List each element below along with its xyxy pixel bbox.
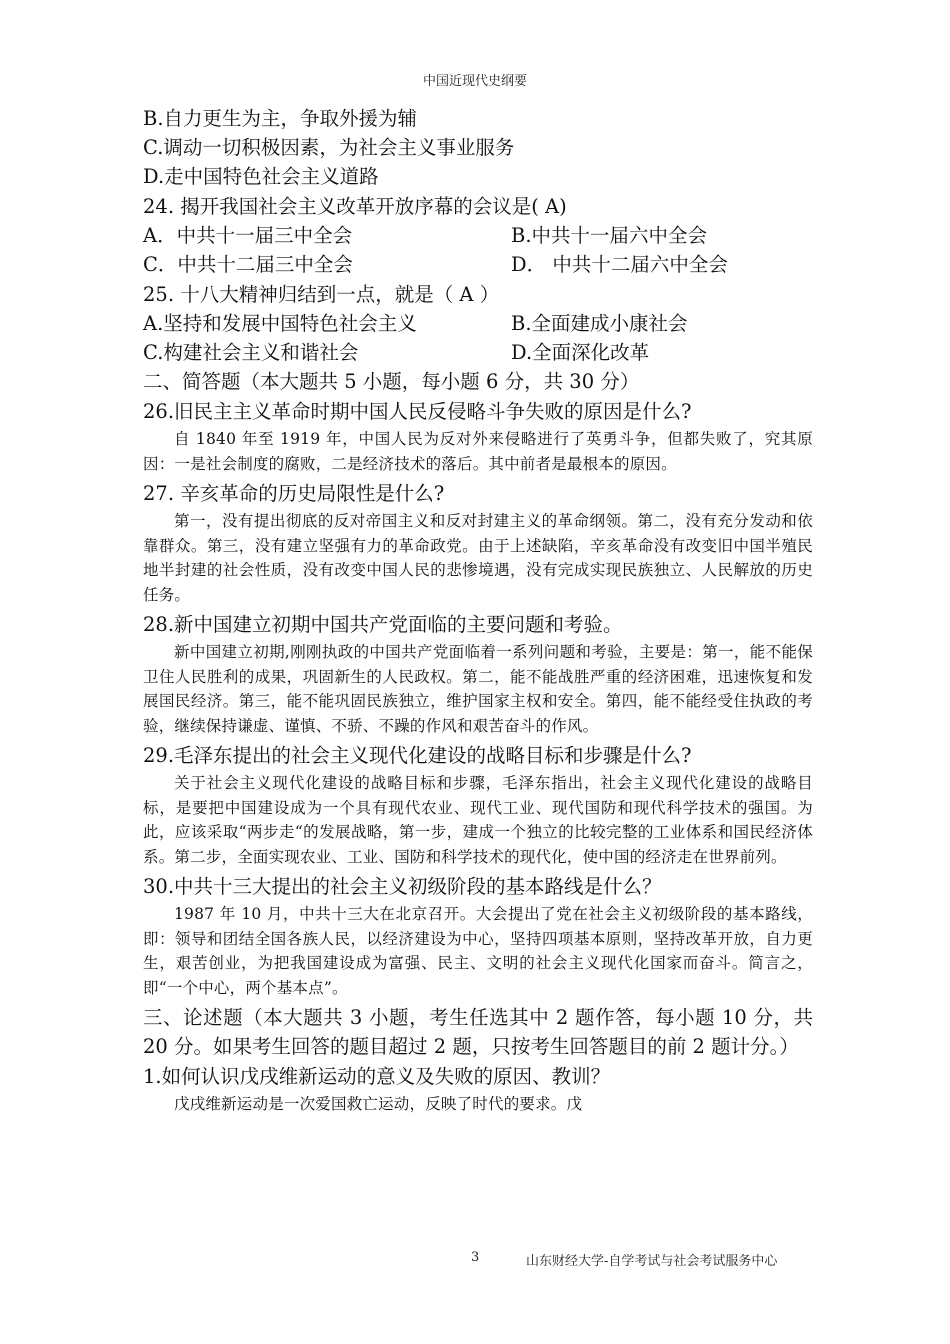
q29-answer: 关于社会主义现代化建设的战略目标和步骤，毛泽东指出，社会主义现代化建设的战略目标，是要把中国建设成为一个具有现代农业、现代工业、现代国防和现代科学技术的强国。为此，应该采取“两步走“的发展战略，第一步，建成一个独立的比较完整的工业体系和国民经济体系。第二步，全面实现农业、工业、国防和科学技术的现代化，使中国的经济走在世界前列。 — [143, 774, 813, 866]
q24-options-row-2 — [143, 250, 813, 279]
q30-answer: 1987 年 10 月，中共十三大在北京召开。大会提出了党在社会主义初级阶段的基本路线，即：领导和团结全国各族人民，以经济建设为中心，坚持四项基本原则，坚持改革开放，自力更生，艰苦创业，为把我国建设成为富强、民主、文明的社会主义现代化国家而奋斗。简言之，即“一个中心，两个基本点”。 — [143, 905, 813, 997]
q25-option-a: A.坚持和发展中国特色社会主义 — [143, 312, 417, 335]
q28-answer: 新中国建立初期,刚刚执政的中国共产党面临着一系列问题和考验，主要是：第一，能不能保卫住人民胜利的成果，巩固新生的人民政权。第二，能不能战胜严重的经济困难，迅速恢复和发展国民经济。第三，能不能巩固民族独立，维护国家主权和安全。第四，能不能经受住执政的考验，继续保持谦虚、谨慎、不骄、不躁的作风和艰苦奋斗的作风。 — [143, 643, 813, 735]
q25-options-row-1 — [143, 309, 813, 338]
essay-1-answer: 戊戌维新运动是一次爱国救亡运动，反映了时代的要求。戊 — [174, 1095, 583, 1113]
section-2-title: 二、简答题（本大题共 5 小题，每小题 6 分，共 30 分） — [143, 370, 640, 393]
q30-question: 30.中共十三大提出的社会主义初级阶段的基本路线是什么？ — [143, 875, 662, 898]
footer-organization: 山东财经大学-自学考试与社会考试服务中心 — [526, 1254, 778, 1269]
q24-option-a: A．中共十一届三中全会 — [143, 224, 353, 247]
q26-question: 26.旧民主主义革命时期中国人民反侵略斗争失败的原因是什么? — [143, 400, 692, 423]
q23-option-b: B.自力更生为主，争取外援为辅 — [143, 107, 418, 130]
q24-option-c: C．中共十二届三中全会 — [143, 253, 353, 276]
q28-question: 28.新中国建立初期中国共产党面临的主要问题和考验。 — [143, 613, 623, 636]
q27-question: 27. 辛亥革命的历史局限性是什么? — [143, 482, 445, 505]
q25-question: 25. 十八大精神归结到一点，就是（ A ） — [143, 283, 500, 306]
q25-option-c: C.构建社会主义和谐社会 — [143, 341, 359, 364]
q23-option-d: D.走中国特色社会主义道路 — [143, 165, 379, 188]
q24-option-d: D． 中共十二届六中全会 — [511, 253, 728, 276]
q27-answer: 第一，没有提出彻底的反对帝国主义和反对封建主义的革命纲领。第二，没有充分发动和依靠群众。第三，没有建立坚强有力的革命政党。由于上述缺陷，辛亥革命没有改变旧中国半殖民地半封建的社会性质，没有改变中国人民的悲惨境遇，没有完成实现民族独立、人民解放的历史任务。 — [143, 512, 813, 604]
section-3-title: 三、论述题（本大题共 3 小题，考生任选其中 2 题作答，每小题 10 分，共 20 分。如果考生回答的题目超过 2 题，只按考生回答题目的前 2 题计分。） — [143, 1006, 813, 1058]
q26-answer: 自 1840 年至 1919 年，中国人民为反对外来侵略进行了英勇斗争，但都失败了，究其原因：一是社会制度的腐败，二是经济技术的落后。其中前者是最根本的原因。 — [143, 430, 813, 473]
q25-option-d: D.全面深化改革 — [511, 341, 650, 364]
q25-option-b: B.全面建成小康社会 — [511, 312, 688, 335]
q23-option-c: C.调动一切积极因素，为社会主义事业服务 — [143, 136, 515, 159]
essay-1-question: 1.如何认识戊戌维新运动的意义及失败的原因、教训？ — [143, 1065, 611, 1088]
page-number: 3 — [471, 1250, 480, 1265]
q24-question: 24. 揭开我国社会主义改革开放序幕的会议是( A) — [143, 195, 567, 218]
q25-options-row-2 — [143, 338, 813, 367]
q29-question: 29.毛泽东提出的社会主义现代化建设的战略目标和步骤是什么? — [143, 744, 692, 767]
page-header: 中国近现代史纲要 — [422, 74, 527, 89]
q24-option-b: B.中共十一届六中全会 — [511, 224, 708, 247]
q24-options-row-1 — [143, 221, 813, 250]
document-body — [143, 104, 813, 1120]
